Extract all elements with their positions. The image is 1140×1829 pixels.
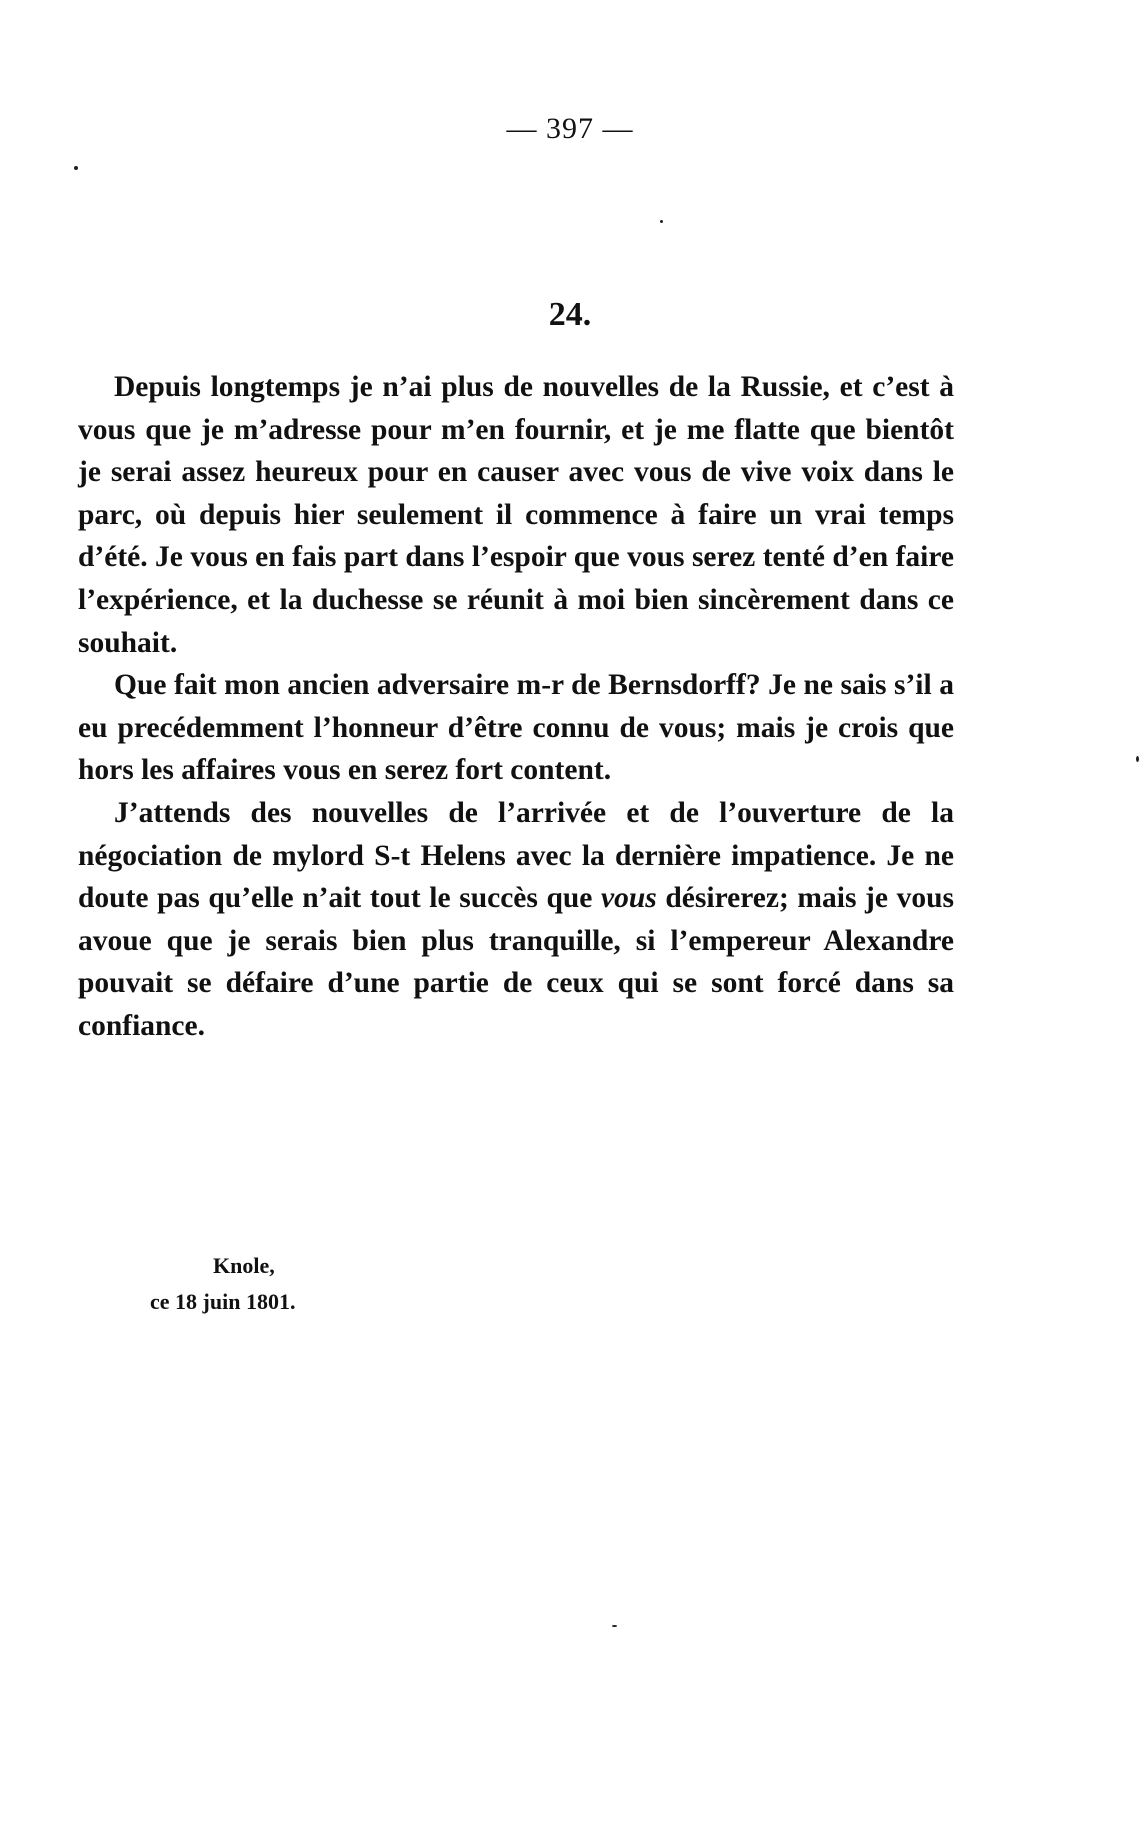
- page-number: — 397 —: [506, 112, 634, 145]
- scan-speck: [612, 1625, 617, 1627]
- letter-body: [78, 366, 954, 1048]
- paragraph-3-text-after: désirerez; mais je vous avoue que je serais bien plus tranquille, si l’empereur Alexandre pouvait se défaire d’une partie de ceux qui se sont forcé dans sa confiance.: [78, 882, 954, 1042]
- paragraph-2-text: Que fait mon ancien adversaire m-r de Bernsdorff? Je ne sais s’il a eu precédemment l’honneur d’être connu de vous; mais je crois que hors les affaires vous en serez fort content.: [78, 669, 954, 787]
- paragraph-1-text: Depuis longtemps je n’ai plus de nouvelles de la Russie, et c’est à vous que je m’adresse pour m’en fournir, et je me flatte que bientôt je serai assez heureux pour en causer avec vous de vive voix dans le parc, où depuis hier seulement il commence à faire un vrai temps d’été. Je vous en fais part dans l’espoir que vous serez tenté d’en faire l’expérience, et la duchesse se réunit à moi bien sincèrement dans ce souhait.: [78, 371, 954, 659]
- signature-date: ce 18 juin 1801.: [150, 1289, 296, 1314]
- paragraph-3-emphasis: vous: [601, 882, 657, 915]
- scan-speck: [74, 166, 78, 170]
- paragraph-3-text-before: J’attends des nouvelles de l’arrivée et de l’ouverture de la négociation de mylord S-t Helens avec la dernière impatience. Je ne doute pas qu’elle n’ait tout le succès que: [78, 796, 954, 915]
- paragraph-3: [78, 792, 954, 1048]
- paragraph-1: [78, 366, 954, 664]
- scan-speck: [1136, 756, 1139, 762]
- signature-place: Knole,: [213, 1253, 275, 1278]
- paragraph-2: [78, 664, 954, 792]
- signature-block: [150, 1248, 295, 1320]
- scan-speck: [660, 220, 663, 223]
- letter-number: 24.: [548, 296, 592, 333]
